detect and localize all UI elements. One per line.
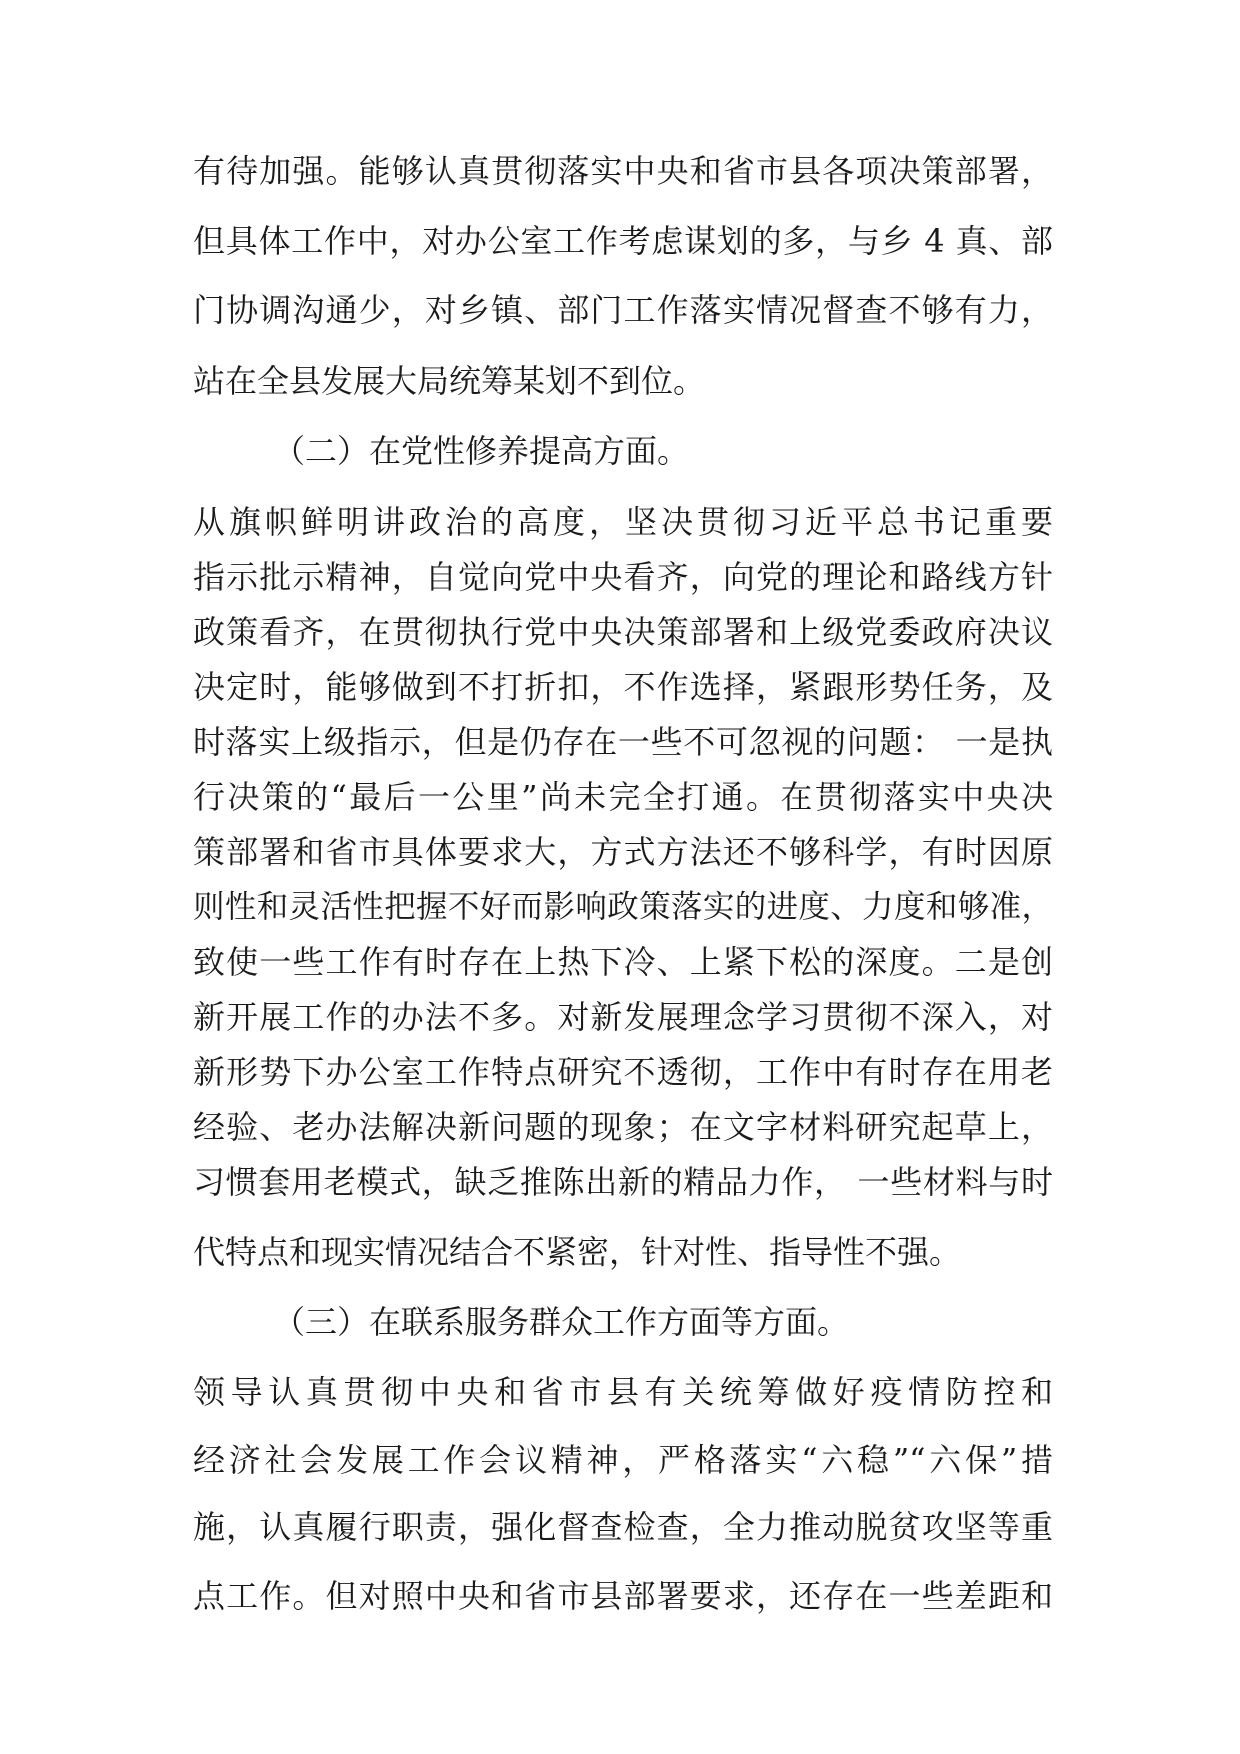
body-text-line: 但具体工作中，对办公室工作考虑谋划的多，与乡 4 真、部 — [193, 222, 1053, 260]
body-text-line: 新形势下办公室工作特点研究不透彻，工作中有时存在用老 — [193, 1053, 1053, 1091]
body-text-line: 则性和灵活性把握不好而影响政策落实的进度、力度和够准， — [193, 889, 1053, 925]
body-text-line: 指示批示精神，自觉向党中央看齐，向党的理论和路线方针 — [193, 558, 1053, 596]
body-text-line: 有待加强。能够认真贯彻落实中央和省市县各项决策部署， — [193, 152, 1053, 190]
body-text-line: 代特点和现实情况结合不紧密，针对性、指导性不强。 — [193, 1233, 962, 1271]
body-text-line: 时落实上级指示，但是仍存在一些不可忽视的问题： 一是执 — [193, 723, 1053, 761]
section-heading-3: （三）在联系服务群众工作方面等方面。 — [273, 1303, 850, 1341]
body-text-line: 决定时，能够做到不打折扣，不作选择，紧跟形势任务，及 — [193, 668, 1053, 706]
paragraph-first-line: 领导认真贯彻中央和省市县有关统筹做好疫情防控和 — [193, 1373, 1053, 1411]
body-text-line: 站在全县发展大局统筹某划不到位。 — [193, 362, 706, 400]
body-text-line: 经济社会发展工作会议精神，严格落实“六稳”“六保”措 — [193, 1441, 1053, 1479]
paragraph-first-line: 从旗帜鲜明讲政治的高度，坚决贯彻习近平总书记重要 — [193, 503, 1053, 541]
body-text-line: 施，认真履行职责，强化督查检查，全力推动脱贫攻坚等重 — [193, 1508, 1053, 1546]
body-text-line: 门协调沟通少，对乡镇、部门工作落实情况督查不够有力， — [193, 291, 1053, 329]
body-text-line: 习惯套用老模式，缺乏推陈出新的精品力作， 一些材料与时 — [193, 1163, 1053, 1201]
body-text-line: 策部署和省市具体要求大，方式方法还不够科学，有时因原 — [193, 833, 1053, 871]
body-text-line: 政策看齐，在贯彻执行党中央决策部署和上级党委政府决议 — [193, 613, 1053, 651]
section-heading-2: （二）在党性修养提高方面。 — [273, 432, 690, 470]
body-text-line: 经验、老办法解决新问题的现象；在文字材料研究起草上， — [193, 1108, 1053, 1146]
body-text-line: 新开展工作的办法不多。对新发展理念学习贯彻不深入，对 — [193, 998, 1053, 1036]
body-text-line: 点工作。但对照中央和省市县部署要求，还存在一些差距和 — [193, 1577, 1053, 1615]
body-text-line: 致使一些工作有时存在上热下冷、上紧下松的深度。二是创 — [193, 943, 1053, 981]
body-text-line: 行决策的“最后一公里”尚未完全打通。在贯彻落实中央决 — [193, 778, 1053, 816]
